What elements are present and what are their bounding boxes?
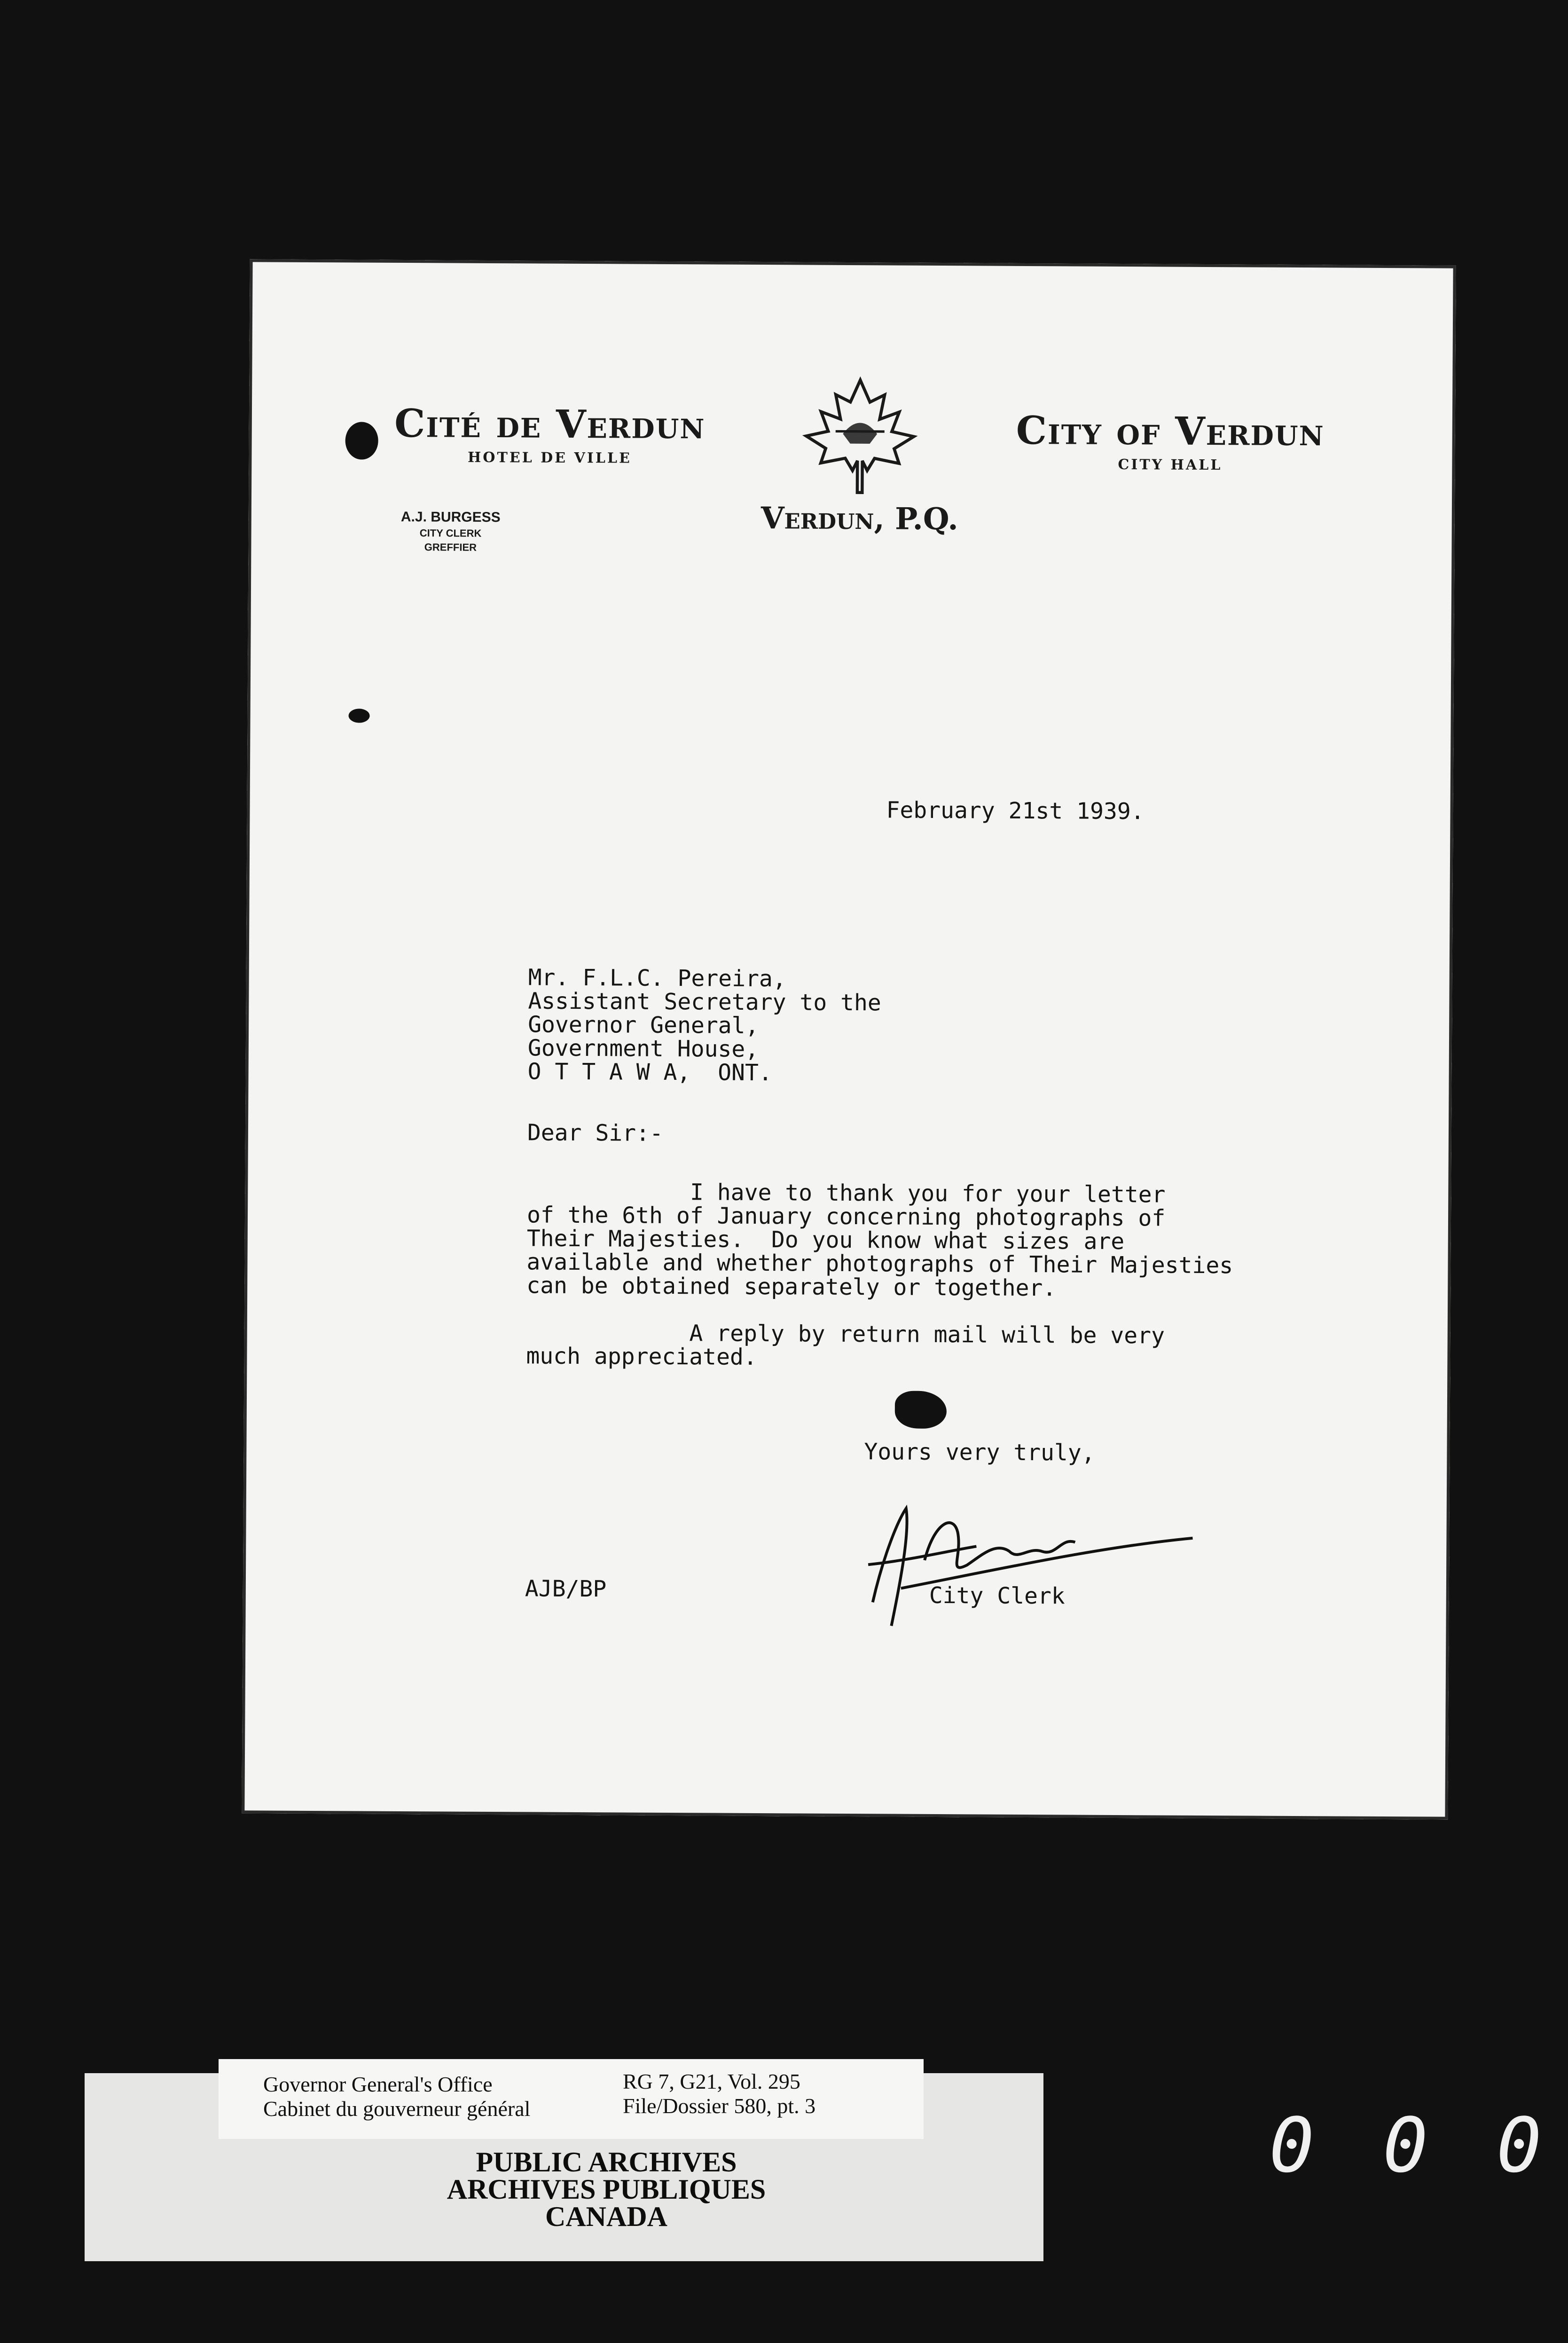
letterhead-emblem [737,375,983,537]
letterhead-subtitle-en: CITY HALL [1118,456,1223,474]
letterhead-city: Verdun, P.Q. [760,501,958,537]
address-line: Government House, [527,1035,759,1062]
archives-stamp [338,2148,874,2230]
letter-sheet [242,259,1456,1819]
body-line: I have to thank you for your letter [527,1178,1166,1208]
letterhead-french [361,401,738,467]
salutation: Dear Sir:- [527,1119,664,1147]
clerk-title-fr: GREFFIER [424,541,477,553]
ink-blot [349,708,370,723]
office-fr: Cabinet du gouverneur général [263,2097,531,2121]
frame-digit: 0 [1382,2101,1428,2189]
stamp-line-2: ARCHIVES PUBLIQUES [447,2174,766,2205]
letter-date: February 21st 1939. [886,797,1145,825]
archive-file-ref [623,2069,815,2118]
body-line: can be obtained separately or together. [526,1272,1057,1302]
clerk-name: A.J. BURGESS [400,509,501,526]
stamp-line-3: CANADA [545,2201,667,2232]
address-line: O T T A W A, ONT. [527,1058,772,1086]
clerk-block [375,509,525,554]
archive-office [263,2072,530,2121]
maple-leaf-icon [799,375,921,497]
address-line: Governor General, [528,1011,759,1039]
ref-line-1: RG 7, G21, Vol. 295 [623,2069,800,2093]
signature-title: City Clerk [929,1582,1065,1610]
ink-blot [895,1391,947,1429]
frame-number [1269,2101,1542,2189]
body-line: much appreciated. [526,1343,757,1370]
address-line: Assistant Secretary to the [528,988,881,1016]
handwritten-signature [854,1494,1212,1637]
letterhead-title-fr: Cité de Verdun [394,401,706,448]
address-line: Mr. F.L.C. Pereira, [528,964,786,992]
letterhead-subtitle-fr: HOTEL DE VILLE [467,449,632,467]
clerk-title-en: CITY CLERK [419,527,482,539]
closing: Yours very truly, [864,1439,1095,1466]
body-line: A reply by return mail will be very [526,1319,1165,1349]
ref-line-2: File/Dossier 580, pt. 3 [623,2094,816,2118]
frame-digit: 0 [1269,2101,1315,2189]
letterhead-title-en: City of Verdun [1016,408,1325,455]
archive-reference-card [219,2059,924,2139]
frame-digit: 0 [1496,2101,1542,2189]
body-line: of the 6th of January concerning photographs of [526,1202,1166,1232]
office-en: Governor General's Office [263,2072,493,2096]
stamp-line-1: PUBLIC ARCHIVES [476,2146,737,2178]
body-line: Their Majesties. Do you know what sizes are [526,1225,1125,1255]
letterhead-english [982,408,1358,474]
reference-initials: AJB/BP [525,1575,607,1603]
body-line: available and whether photographs of Their Majesties [526,1249,1233,1279]
